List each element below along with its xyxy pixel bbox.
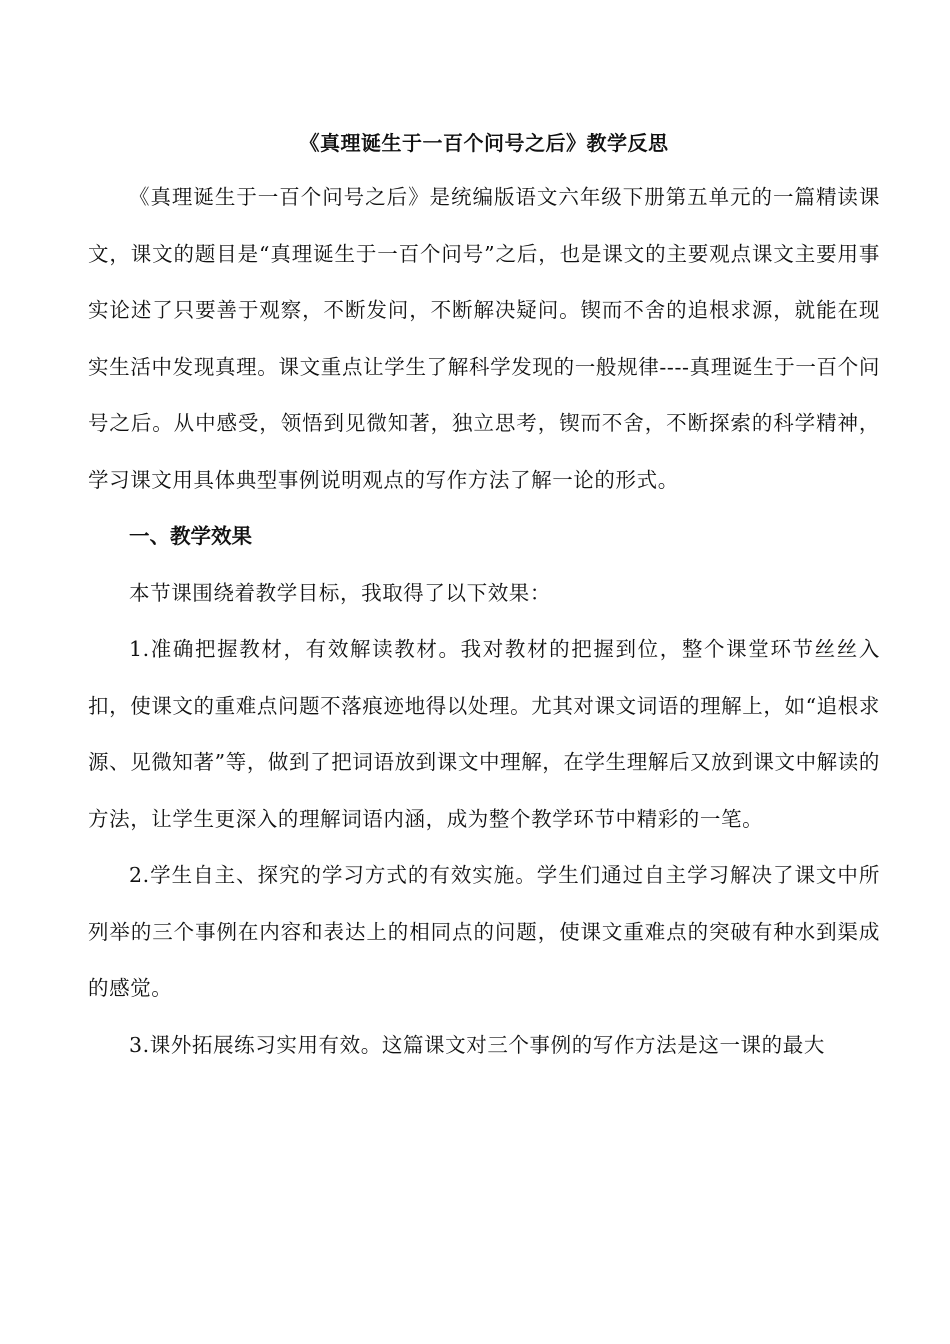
intro-paragraph: 《真理诞生于一百个问号之后》是统编版语文六年级下册第五单元的一篇精读课文，课文的题目是“真理诞生于一百个问号”之后，也是课文的主要观点课文主要用事实论述了只要善于观察，不断发问，不断解决疑问。锲而不舍的追根求源，就能在现实生活中发现真理。课文重点让学生了解科学发现的一般规律----真理诞生于一百个问号之后。从中感受，领悟到见微知著，独立思考，锲而不舍，不断探索的科学精神，学习课文用具体典型事例说明观点的写作方法了解一论的形式。 — [88, 185, 880, 492]
point-1-paragraph: 1.准确把握教材，有效解读教材。我对教材的把握到位，整个课堂环节丝丝入扣，使课文的重难点问题不落痕迹地得以处理。尤其对课文词语的理解上，如“追根求源、见微知著”等，做到了把词语放到课文中理解，在学生理解后又放到课文中解读的方法，让学生更深入的理解词语内涵，成为整个教学环节中精彩的一笔。 — [88, 637, 880, 831]
document-title: 《真理诞生于一百个问号之后》教学反思 — [299, 131, 669, 155]
point-3-paragraph: 3.课外拓展练习实用有效。这篇课文对三个事例的写作方法是这一课的最大 — [129, 1032, 825, 1057]
point-2-paragraph: 2.学生自主、探究的学习方式的有效实施。学生们通过自主学习解决了课文中所列举的三个事例在内容和表达上的相同点的问题，使课文重难点的突破有种水到渠成的感觉。 — [88, 863, 880, 1000]
document-page — [88, 121, 880, 1073]
section-heading-teaching-effect: 一、教学效果 — [129, 524, 252, 548]
section-lead-paragraph: 本节课围绕着教学目标，我取得了以下效果： — [129, 580, 551, 605]
